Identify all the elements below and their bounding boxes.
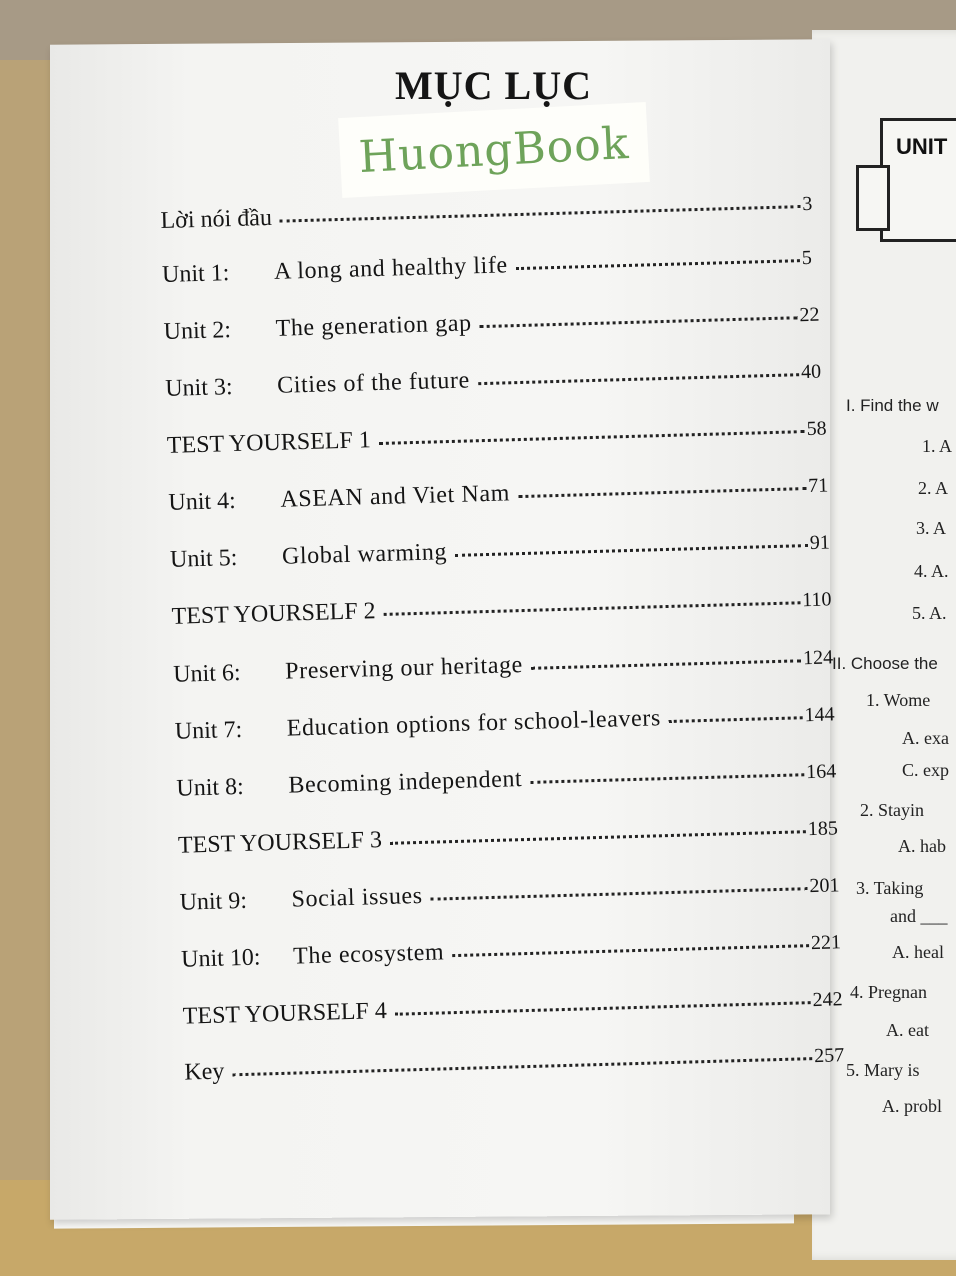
dot-leader [390, 830, 806, 845]
section-heading-find: I. Find the w [846, 396, 939, 415]
toc-entry-label: Unit 5: [169, 544, 238, 573]
unit-heading-label: UNIT [896, 134, 948, 159]
toc-entry-title: A long and healthy life [273, 252, 509, 285]
dot-leader [395, 1001, 811, 1016]
toc-entry-title: Preserving our heritage [284, 652, 524, 685]
dot-leader [455, 544, 808, 557]
toc-entry-label: Unit 7: [174, 716, 243, 745]
toc-entry-title: ASEAN and Viet Nam [280, 480, 511, 513]
toc-entry-label: Unit 9: [179, 887, 248, 916]
toc-entry-label: Unit 2: [163, 317, 232, 345]
question-2-option-a: A. hab [898, 836, 946, 856]
section1-item: 3. A [916, 518, 947, 538]
toc-entry-page: 71 [807, 474, 829, 498]
dot-leader [530, 773, 804, 784]
toc-entry-page: 242 [812, 988, 843, 1012]
question-3: 3. Taking [856, 878, 924, 898]
toc-entry-title: The generation gap [275, 310, 472, 342]
toc-entry-label: Unit 10: [180, 944, 261, 973]
toc-entry-page: 110 [801, 588, 832, 612]
section1-item: 1. A [922, 436, 953, 456]
dot-leader [478, 373, 799, 385]
question-2: 2. Stayin [860, 800, 925, 820]
dot-leader [531, 659, 801, 670]
page-title: MỤC LỤC [395, 63, 592, 108]
watermark-sticker [338, 102, 650, 198]
toc-entry-title: Education options for school-leavers [286, 705, 662, 742]
toc-entry-title: The ecosystem [292, 939, 445, 970]
question-3-option-a: A. heal [892, 942, 944, 962]
watermark-text: HuongBook [357, 117, 631, 183]
toc-entry-page: 22 [799, 303, 820, 327]
dot-leader [431, 887, 808, 901]
toc-entry-label: Key [184, 1058, 225, 1086]
toc-entry-label: Unit 8: [176, 773, 245, 802]
toc-entry-title: Global warming [281, 539, 448, 570]
section1-item: 5. A. [912, 603, 947, 623]
toc-entry-label: TEST YOURSELF 4 [182, 997, 388, 1030]
toc-entry-page: 221 [810, 931, 842, 955]
toc-entry-page: 91 [809, 531, 831, 554]
dot-leader [516, 259, 800, 270]
toc-entry-label: Lời nói đầu [160, 204, 273, 234]
dot-leader [480, 316, 798, 328]
toc-entry-page: 201 [809, 874, 840, 898]
dot-leader [379, 430, 805, 445]
toc-entry-label: TEST YOURSELF 1 [166, 427, 372, 459]
toc-entry-page: 257 [813, 1044, 845, 1068]
question-1-option-a: A. exa [902, 728, 949, 748]
toc-entry-page: 124 [802, 646, 834, 670]
toc-entry-label: Unit 4: [168, 488, 237, 516]
toc-entry-page: 185 [807, 817, 839, 841]
toc-entry-page: 144 [804, 703, 835, 727]
toc-entry-label: Unit 6: [172, 659, 241, 688]
toc-entry-label: TEST YOURSELF 3 [177, 827, 383, 859]
dot-leader [518, 487, 806, 498]
dot-leader [452, 944, 809, 957]
question-3-line2: and ___ [890, 906, 948, 926]
toc-entry-title: Social issues [291, 882, 424, 913]
toc-entry-label: Unit 1: [161, 260, 230, 288]
unit-heading-tab [856, 165, 890, 231]
toc-entry-page: 164 [805, 760, 837, 784]
question-5-option-a: A. probl [882, 1096, 942, 1116]
question-5: 5. Mary is [846, 1060, 920, 1080]
dot-leader [669, 716, 803, 723]
toc-entry-label: Unit 3: [164, 374, 233, 402]
toc-entry-title: Becoming independent [288, 766, 523, 799]
toc-entry-page: 58 [806, 417, 827, 441]
section1-item: 2. A [918, 478, 949, 498]
section1-item: 4. A. [914, 561, 949, 581]
toc-entry-page: 40 [800, 360, 822, 384]
section-heading-choose: II. Choose the [832, 654, 938, 673]
question-4: 4. Pregnan [850, 982, 927, 1002]
question-4-option-a: A. eat [886, 1020, 929, 1040]
dot-leader [384, 601, 801, 616]
toc-entry-page: 3 [802, 192, 813, 216]
toc-entry-label: TEST YOURSELF 2 [171, 598, 376, 630]
question-1-option-c: C. exp [902, 760, 949, 780]
toc-entry-title: Cities of the future [276, 367, 471, 399]
question-1: 1. Wome [866, 690, 931, 710]
toc-entry-page: 5 [801, 246, 813, 270]
